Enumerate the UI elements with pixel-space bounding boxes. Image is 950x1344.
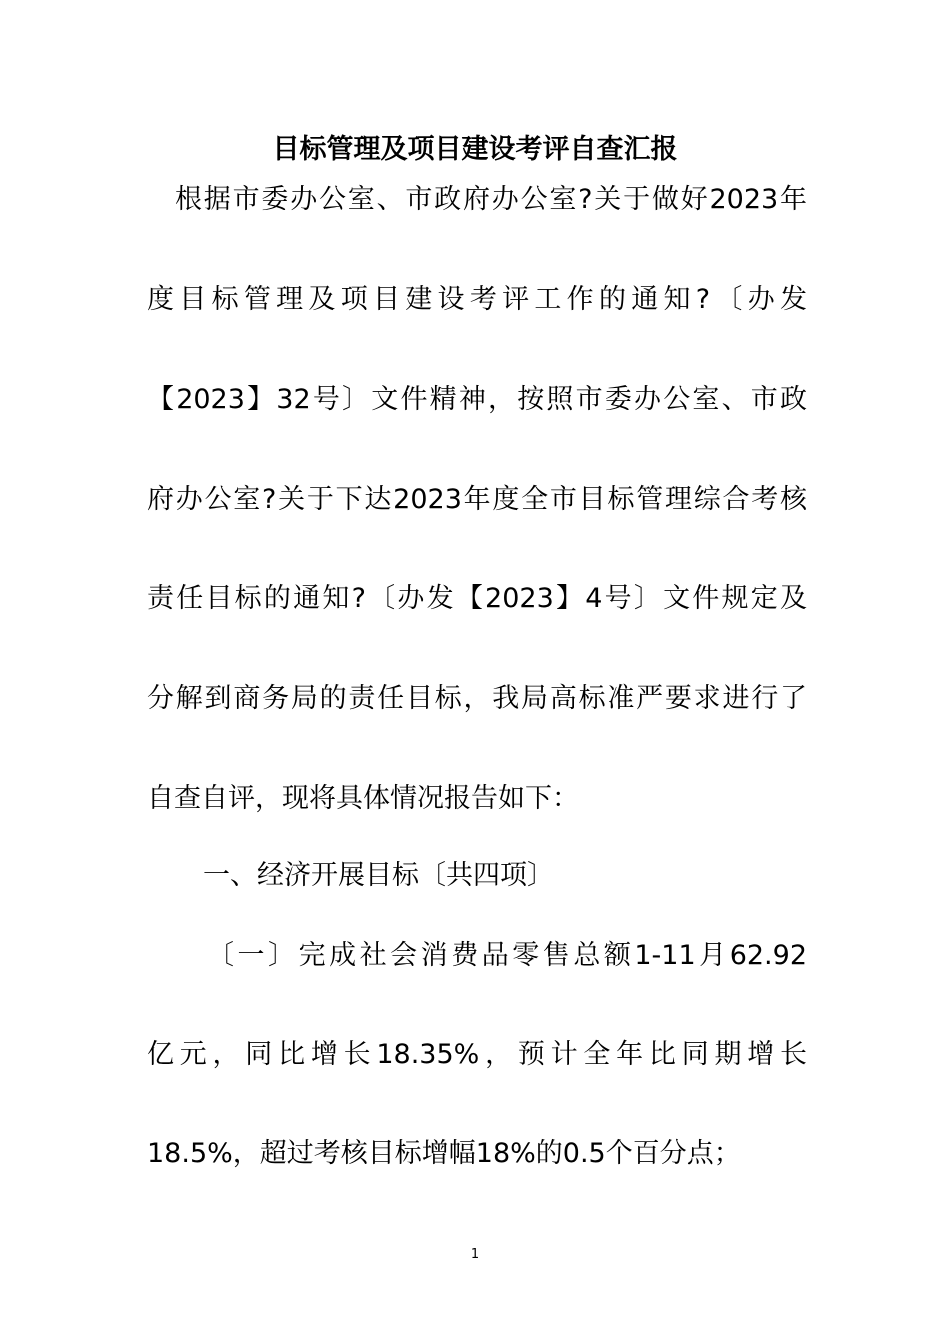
page-number: 1 (470, 1247, 480, 1262)
page-title: 目标管理及项目建设考评自查汇报 (272, 134, 678, 165)
paragraph-line: 亿元，同比增长18.35%，预计全年比同期增长 (147, 1039, 807, 1070)
paragraph-line: 责任目标的通知?〔办发【2023】4号〕文件规定及 (147, 583, 807, 614)
paragraph-line: 自查自评，现将具体情况报告如下： (147, 783, 579, 814)
paragraph-line: 度目标管理及项目建设考评工作的通知?〔办发 (147, 284, 807, 315)
paragraph-line: 分解到商务局的责任目标，我局高标准严要求进行了 (147, 683, 807, 714)
paragraph-line: 〔一〕完成社会消费品零售总额1-11月62.92 (207, 940, 807, 971)
paragraph-line: 18.5%，超过考核目标增幅18%的0.5个百分点； (147, 1138, 741, 1169)
paragraph-line: 【2023】32号〕文件精神，按照市委办公室、市政 (147, 384, 807, 415)
paragraph-line: 根据市委办公室、市政府办公室?关于做好2023年 (175, 184, 807, 215)
section-heading: 一、经济开展目标〔共四项〕 (203, 860, 554, 891)
paragraph-line: 府办公室?关于下达2023年度全市目标管理综合考核 (147, 484, 807, 515)
